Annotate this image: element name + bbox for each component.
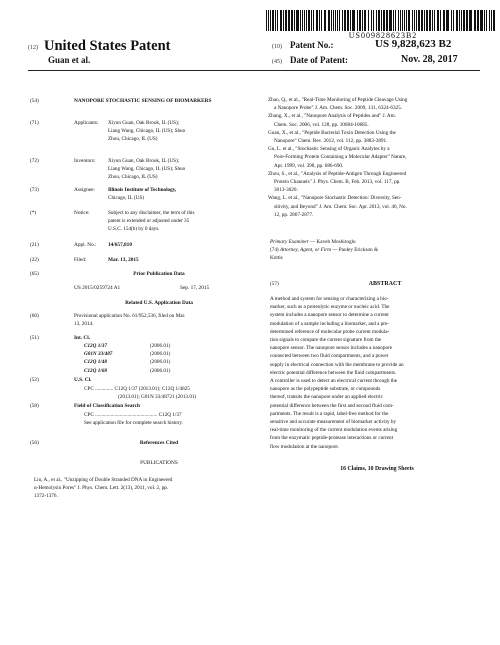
barcode-bar (291, 10, 293, 31)
barcode-bar (434, 10, 435, 31)
barcode-bar (350, 10, 351, 31)
uscl-label: U.S. Cl. (74, 377, 92, 383)
intcl-version: (2006.01) (150, 367, 171, 374)
barcode-bar (347, 10, 349, 31)
intcl-row (84, 367, 234, 375)
examiner-block (270, 238, 486, 263)
abstract-line: sensitive and accurate measurement of biomarker activity by (270, 419, 397, 426)
barcode-bar (376, 10, 377, 31)
barcode-bar (339, 10, 340, 31)
barcode-bar (321, 10, 322, 31)
inventor-line: Xiyun Guan, Oak Brook, IL (US); (108, 158, 180, 164)
patent-date: Nov. 28, 2017 (401, 54, 458, 65)
patent-title: NANOPORE STOCHASTIC SENSING OF BIOMARKERS (74, 98, 212, 104)
abstract-line: flow modulation at the nanopore. (270, 443, 340, 450)
barcode-bar (461, 10, 462, 31)
date-label: Date of Patent: (290, 55, 348, 65)
claims-summary: 16 Claims, 10 Drawing Sheets (340, 466, 414, 472)
notice-line: U.S.C. 154(b) by 0 days. (108, 226, 160, 233)
barcode-bar (443, 10, 445, 31)
applicant-line: Xiyun Guan, Oak Brook, IL (US); (108, 120, 180, 126)
barcode-bar (294, 10, 295, 31)
code-12: (12) (28, 45, 38, 51)
abstract-line: A controller is used to detect an electrical current through the (270, 378, 398, 385)
reference-line: Zhang, X., et al., "Nanopore Analysis of Peptides and" J. Am. (268, 113, 396, 120)
notice-code: (*) (30, 210, 37, 216)
barcode-bar (313, 10, 314, 31)
barcode-bar (353, 10, 355, 31)
patent-number: US 9,828,623 B2 (375, 38, 452, 50)
inventors-short: Guan et al. (48, 55, 91, 65)
filed-date: Mar. 13, 2015 (108, 257, 139, 263)
inventor-line: Liang Wang, Chicago, IL (US); Shuo (108, 166, 186, 173)
barcode-bar (421, 10, 423, 31)
barcode-bar (277, 10, 278, 31)
attorney-row-2: Kottis (270, 255, 283, 262)
reference-line: a Nanopore Probe" J. Am. Chem. Soc. 2009, 131, 6324-6325. (274, 105, 403, 112)
related-heading: Related U.S. Application Data (125, 300, 193, 306)
barcode-bar (459, 10, 461, 31)
abstract-line: A method and system for sensing or characterizing a bio- (270, 296, 389, 302)
title-code: (54) (30, 98, 39, 104)
barcode-bar (316, 10, 318, 31)
publication-line: Liu, A., et al., "Unzipping of Double Stranded DNA in Engineered (34, 477, 173, 483)
barcode-bar (451, 10, 452, 31)
barcode-bar (319, 10, 321, 31)
barcode-bar (398, 10, 399, 31)
barcode-bar (480, 10, 481, 31)
barcode-bar (408, 10, 410, 31)
country-heading: United States Patent (44, 38, 171, 54)
intcl-version: (2006.01) (150, 351, 171, 358)
abstract-line: nanopore as the polypeptide substrate, or compounds (270, 386, 381, 393)
reference-line: 12, pp. 2867-2877. (274, 211, 314, 218)
barcode-bar (331, 10, 333, 31)
abstract-line: marker, such as a proteolytic enzyme or nucleic acid. The (270, 304, 390, 311)
publications-heading: PUBLICATIONS (140, 460, 178, 466)
barcode-bar (486, 10, 487, 31)
barcode-bar (333, 10, 334, 31)
barcode-bar (342, 10, 344, 31)
intcl-class: C12Q 1/37 (84, 343, 107, 349)
applicant-code: (71) (30, 120, 39, 126)
barcode-bar (447, 10, 449, 31)
barcode-bar (440, 10, 441, 31)
notice-label: Notice: (74, 210, 90, 216)
barcode-bar (395, 10, 396, 31)
barcode-bar (400, 10, 401, 31)
filed-label: Filed: (74, 257, 87, 263)
abstract-heading: ABSTRACT (368, 281, 402, 287)
barcode-bar (368, 10, 369, 31)
barcode-bar (357, 10, 358, 31)
barcode-bar (286, 10, 287, 31)
abstract-body (270, 295, 484, 451)
code-10: (10) (272, 44, 282, 50)
applicant-line: Liang Wang, Chicago, IL (US); Shuo (108, 128, 186, 135)
appl-label: Appl. No.: (74, 242, 97, 248)
barcode-bar (337, 10, 338, 31)
provisional-line: Provisional application No. 61/952,536, filed on Mar. (74, 313, 186, 319)
barcode-bar (489, 10, 490, 31)
barcode-bar (456, 10, 458, 31)
reference-line: Guan, X., et al., "Peptide Bacterial Toxin Detection Using the (268, 129, 396, 136)
barcode-bar (268, 10, 269, 31)
patent-no-label: Patent No.: (290, 40, 334, 50)
inventor-code: (72) (30, 158, 39, 164)
barcode-bar (373, 10, 374, 31)
prior-publication: US 2015/0259724 A1 (74, 285, 121, 291)
intcl-class: G01N 33/487 (84, 351, 113, 358)
inventor-list (108, 157, 248, 182)
attorney-row: (74) Attorney, Agent, or Firm — Pauley Erickson & (270, 247, 378, 254)
barcode-bar (416, 10, 417, 31)
prior-date: Sep. 17, 2015 (180, 285, 210, 291)
reference-line: 3013-3020. (274, 187, 298, 194)
reference-line: Zhou, S., et al., "Analysis of Peptide-Antigen Through Engineered (268, 170, 407, 177)
intcl-version: (2006.01) (150, 343, 171, 349)
abstract-line: nanopore sensor. The nanopore sensor includes a nanopore (270, 345, 393, 352)
barcode-bar (469, 10, 470, 31)
barcode-bar (297, 10, 299, 31)
field-line: See application file for complete search history. (84, 420, 183, 427)
barcode-bar (344, 10, 346, 31)
barcode-bar (477, 10, 479, 31)
barcode-bar (446, 10, 447, 31)
reference-line: Zhao, Q., et al., "Real-Time Monitoring of Peptide Cleavage Using (268, 97, 408, 103)
abstract-line: electric potential difference between the fluid compartments. (270, 369, 397, 376)
barcode-bar (432, 10, 434, 31)
header-rule (28, 70, 480, 71)
abstract-line: real-time monitoring of the current modulation events arising (270, 427, 398, 434)
publication-number: US009828623B2 (348, 31, 418, 40)
intcl-code: (51) (30, 335, 39, 341)
provisional-text (74, 312, 249, 328)
assignee-code: (73) (30, 187, 39, 193)
barcode-bar (418, 10, 420, 31)
barcode-bar (429, 10, 431, 31)
inventor-line: Zhou, Chicago, IL (US) (108, 174, 158, 181)
abstract-line: partments. The result is a rapid, label-free method for the (270, 410, 389, 417)
cpc-line: (2013.01); G01N 33/48721 (2013.01) (118, 394, 197, 401)
barcode-bar (381, 10, 382, 31)
reference-line: Wang, L. et al., "Nanopore Stochastic Detection: Diversity, Sen- (268, 195, 402, 202)
intcl-class: C12Q 1/48 (84, 359, 107, 366)
barcode (266, 10, 496, 31)
barcode-bar (463, 10, 465, 31)
barcode-bar (493, 10, 494, 31)
field-text (84, 411, 259, 427)
cpc-line: CPC .............. C12Q 1/37 (2013.01); C12Q 1/4825 (84, 386, 190, 392)
abstract-line: thereof, transits the nanopore under an applied electric (270, 394, 383, 401)
assignee-label: Assignee: (74, 187, 95, 193)
examiner-name: Kaveh Moshiroglu (316, 239, 356, 245)
barcode-bar (296, 10, 297, 31)
barcode-bar (328, 10, 330, 31)
abstract-line: tion signals to compare the current signature from the (270, 337, 382, 344)
barcode-bar (300, 10, 301, 31)
appl-number: 14/657,810 (108, 242, 132, 248)
barcode-bar (481, 10, 483, 31)
barcode-bar (266, 10, 267, 31)
abstract-line: potential difference between the first and second fluid com- (270, 402, 394, 409)
reference-line: Chem. Soc. 2006, vol. 128, pp. 10684-10685. (274, 121, 369, 128)
intcl-row (84, 342, 234, 350)
barcode-bar (426, 10, 428, 31)
filed-code: (22) (30, 257, 39, 263)
barcode-bar (494, 10, 495, 31)
abstract-line: modulation of a sample including a biomarker, and a pre- (270, 320, 390, 327)
barcode-bar (335, 10, 336, 31)
barcode-bar (386, 10, 388, 31)
barcode-bar (280, 10, 282, 31)
barcode-bar (453, 10, 454, 31)
attorney-label: Attorney, Agent, or Firm (279, 247, 332, 254)
barcode-bar (364, 10, 366, 31)
barcode-bar (491, 10, 492, 31)
notice-line: patent is extended or adjusted under 35 (108, 218, 190, 225)
barcode-bar (414, 10, 416, 31)
notice-text (108, 209, 253, 234)
intcl-version: (2006.01) (150, 359, 171, 366)
publication-line: 1372-1376. (34, 493, 58, 500)
abstract-line: from the enzymatic peptide-protease interactions or current (270, 435, 394, 442)
barcode-bar (470, 10, 472, 31)
intcl-row (84, 358, 234, 366)
barcode-bar (324, 10, 326, 31)
prior-code: (65) (30, 271, 39, 277)
assignee-line: Illinois Institute of Technology, (108, 187, 177, 193)
barcode-bar (474, 10, 476, 31)
reference-line: Protein Channels" J. Phys. Chem. B, Feb. 2013, vol. 117, pp. (274, 179, 401, 186)
abstract-code: (57) (270, 281, 279, 287)
uscl-code: (52) (30, 377, 39, 383)
barcode-bar (359, 10, 361, 31)
intcl-label: Int. Cl. (74, 335, 91, 341)
barcode-bar (484, 10, 485, 31)
barcode-bar (308, 10, 310, 31)
reference-line: Nanopore" Chem. Rev. 2012, vol. 112, pp. 3883-3891. (274, 138, 388, 145)
applicant-list (108, 119, 248, 144)
barcode-bar (362, 10, 364, 31)
barcode-bar (275, 10, 276, 31)
barcode-bar (390, 10, 392, 31)
barcode-bar (283, 10, 284, 31)
barcode-bar (285, 10, 286, 31)
examiner-row: Primary Examiner — Kaveh Moshiroglu (270, 239, 356, 245)
assignee (108, 186, 248, 202)
prior-heading: Prior Publication Data (133, 271, 185, 277)
field-code: (58) (30, 403, 39, 409)
barcode-bar (406, 10, 407, 31)
barcode-bar (412, 10, 413, 31)
assignee-line: Chicago, IL (US) (108, 195, 144, 202)
barcode-bar (270, 10, 271, 31)
applicant-line: Zhou, Chicago, IL (US) (108, 136, 158, 143)
attorney-code: (74) (270, 247, 279, 254)
abstract-line: system includes a nanopore sensor to determine a current (270, 312, 389, 319)
barcode-bar (311, 10, 312, 31)
cpc-text (84, 385, 259, 401)
reference-line: Gu, L. et al., "Stochastic Sensing of Organic Analytes by a (268, 146, 390, 153)
barcode-bar (272, 10, 273, 31)
abstract-line: determined reference of molecular probe current modula- (270, 328, 390, 335)
barcode-bar (393, 10, 394, 31)
abstract-line: supply in electrical connection with the membrane to provide an (270, 361, 404, 368)
refs-heading: References Cited (139, 440, 179, 446)
reference-line: sitivity, and Beyond" J. Am. Chem. Soc. Apr. 2013, vol. 46, No. (274, 203, 407, 210)
barcode-bar (352, 10, 353, 31)
barcode-bar (404, 10, 405, 31)
provisional-line: 13, 2014. (74, 321, 94, 328)
publication-line: α-Hemolysin Pores" J. Phys. Chem. Lett. 2(13), 2011, vol. 2, pp. (34, 485, 169, 492)
barcode-bar (288, 10, 290, 31)
field-label: Field of Classification Search (74, 403, 140, 409)
examiner-label: Primary Examiner (270, 239, 309, 245)
barcode-bar (389, 10, 390, 31)
attorney-name: Pauley Erickson & (338, 247, 378, 254)
abstract-line: connected between two fluid compartments, and a power (270, 353, 389, 360)
barcode-bar (424, 10, 426, 31)
inventor-label: Inventors: (74, 158, 96, 164)
barcode-bar (437, 10, 439, 31)
barcode-bar (379, 10, 380, 31)
code-45: (45) (272, 59, 282, 65)
barcode-bar (371, 10, 372, 31)
provisional-code: (60) (30, 313, 39, 319)
applicant-label: Applicants: (74, 120, 99, 126)
intcl-class: C12Q 1/68 (84, 367, 107, 374)
notice-line: Subject to any disclaimer, the term of this (108, 210, 195, 216)
field-line: CPC ................................................ C12Q 1/37 (84, 412, 182, 418)
barcode-bar (306, 10, 308, 31)
barcode-bar (378, 10, 379, 31)
reference-line: Apr. 1999, vol. 398, pp. 686-690. (274, 162, 344, 169)
barcode-bar (402, 10, 403, 31)
barcode-bar (273, 10, 274, 31)
appl-code: (21) (30, 242, 39, 248)
barcode-bar (304, 10, 305, 31)
barcode-bar (302, 10, 303, 31)
reference-line: Pore-Forming Protein Containing a Molecular Adapter" Nature, (274, 154, 407, 161)
publications-right (268, 96, 484, 219)
intcl-row (84, 350, 234, 358)
barcode-bar (383, 10, 385, 31)
publications-left (34, 476, 254, 501)
barcode-bar (466, 10, 468, 31)
intcl-list (84, 342, 234, 375)
refs-code: (56) (30, 440, 39, 446)
